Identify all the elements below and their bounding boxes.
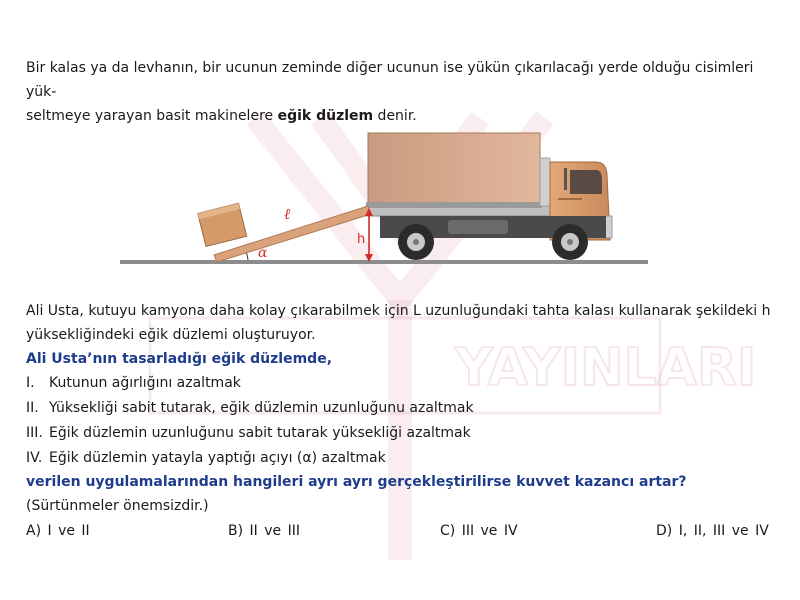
- statement-item: [26, 371, 474, 396]
- statement-item: [26, 446, 474, 471]
- statement-item: [26, 396, 474, 421]
- truck-rear-hub-center: [413, 239, 419, 245]
- statement-list: [26, 371, 474, 471]
- length-label: ℓ: [284, 205, 291, 223]
- truck-cargo-side: [540, 158, 550, 206]
- statement-text: Yüksekliği sabit tutarak, eğik düzlemin uzunluğunu azaltmak: [49, 400, 474, 416]
- truck-cargo-floor: [366, 202, 542, 208]
- option-d[interactable]: D) I, II, III ve IV: [656, 523, 769, 539]
- inclined-plane-figure: [118, 128, 658, 273]
- truck-front-hub-center: [567, 239, 573, 245]
- statement-text: Eğik düzlemin yatayla yaptığı açıyı (α) azaltmak: [49, 450, 386, 466]
- intro-line-1: Bir kalas ya da levhanın, bir ucunun zeminde diğer ucunun ise yükün çıkarılacağı yerde olduğu cisimleri yük-: [26, 60, 754, 100]
- question-tail: verilen uygulamalarından hangileri ayrı ayrı gerçekleştirilirse kuvvet kazancı artar?: [26, 474, 687, 490]
- truck-cargo-box: [368, 133, 540, 203]
- statement-number: IV.: [26, 450, 43, 466]
- term-inclined-plane: eğik düzlem: [277, 108, 374, 124]
- statement-item: [26, 421, 474, 446]
- friction-note: (Sürtünmeler önemsizdir.): [26, 498, 209, 514]
- statement-number: III.: [26, 425, 43, 441]
- intro-line-2: [26, 104, 776, 128]
- statement-text: Kutunun ağırlığını azaltmak: [49, 375, 241, 391]
- watermark-text: YAYINLARI: [455, 338, 757, 398]
- height-label: h: [357, 232, 366, 247]
- truck-mirror: [564, 168, 567, 190]
- statement-number: II.: [26, 400, 39, 416]
- statement-number: I.: [26, 375, 35, 391]
- intro-line-2-end: denir.: [373, 108, 417, 124]
- statement-text: Eğik düzlemin uzunluğunu sabit tutarak yüksekliği azaltmak: [49, 425, 471, 441]
- scenario-paragraph: [26, 299, 776, 347]
- option-a[interactable]: A) I ve II: [26, 523, 90, 539]
- truck: [366, 133, 612, 260]
- intro-paragraph: [26, 56, 776, 128]
- truck-door-line: [558, 198, 582, 200]
- ground-line: [120, 260, 648, 264]
- option-b[interactable]: B) II ve III: [228, 523, 300, 539]
- truck-window: [570, 170, 602, 194]
- question-lead: Ali Usta’nın tasarladığı eğik düzlemde,: [26, 351, 333, 367]
- scenario-line-2: yüksekliğindeki eğik düzlemi oluşturuyor.: [26, 327, 316, 343]
- scenario-line-1: Ali Usta, kutuyu kamyona daha kolay çıkarabilmek için L uzunluğundaki tahta kalası kullanarak şekildeki h: [26, 303, 771, 319]
- truck-tank: [448, 220, 508, 234]
- intro-line-2-start: seltmeye yarayan basit makinelere: [26, 108, 278, 124]
- box: [198, 203, 247, 246]
- option-c[interactable]: C) III ve IV: [440, 523, 518, 539]
- angle-label: α: [258, 245, 268, 261]
